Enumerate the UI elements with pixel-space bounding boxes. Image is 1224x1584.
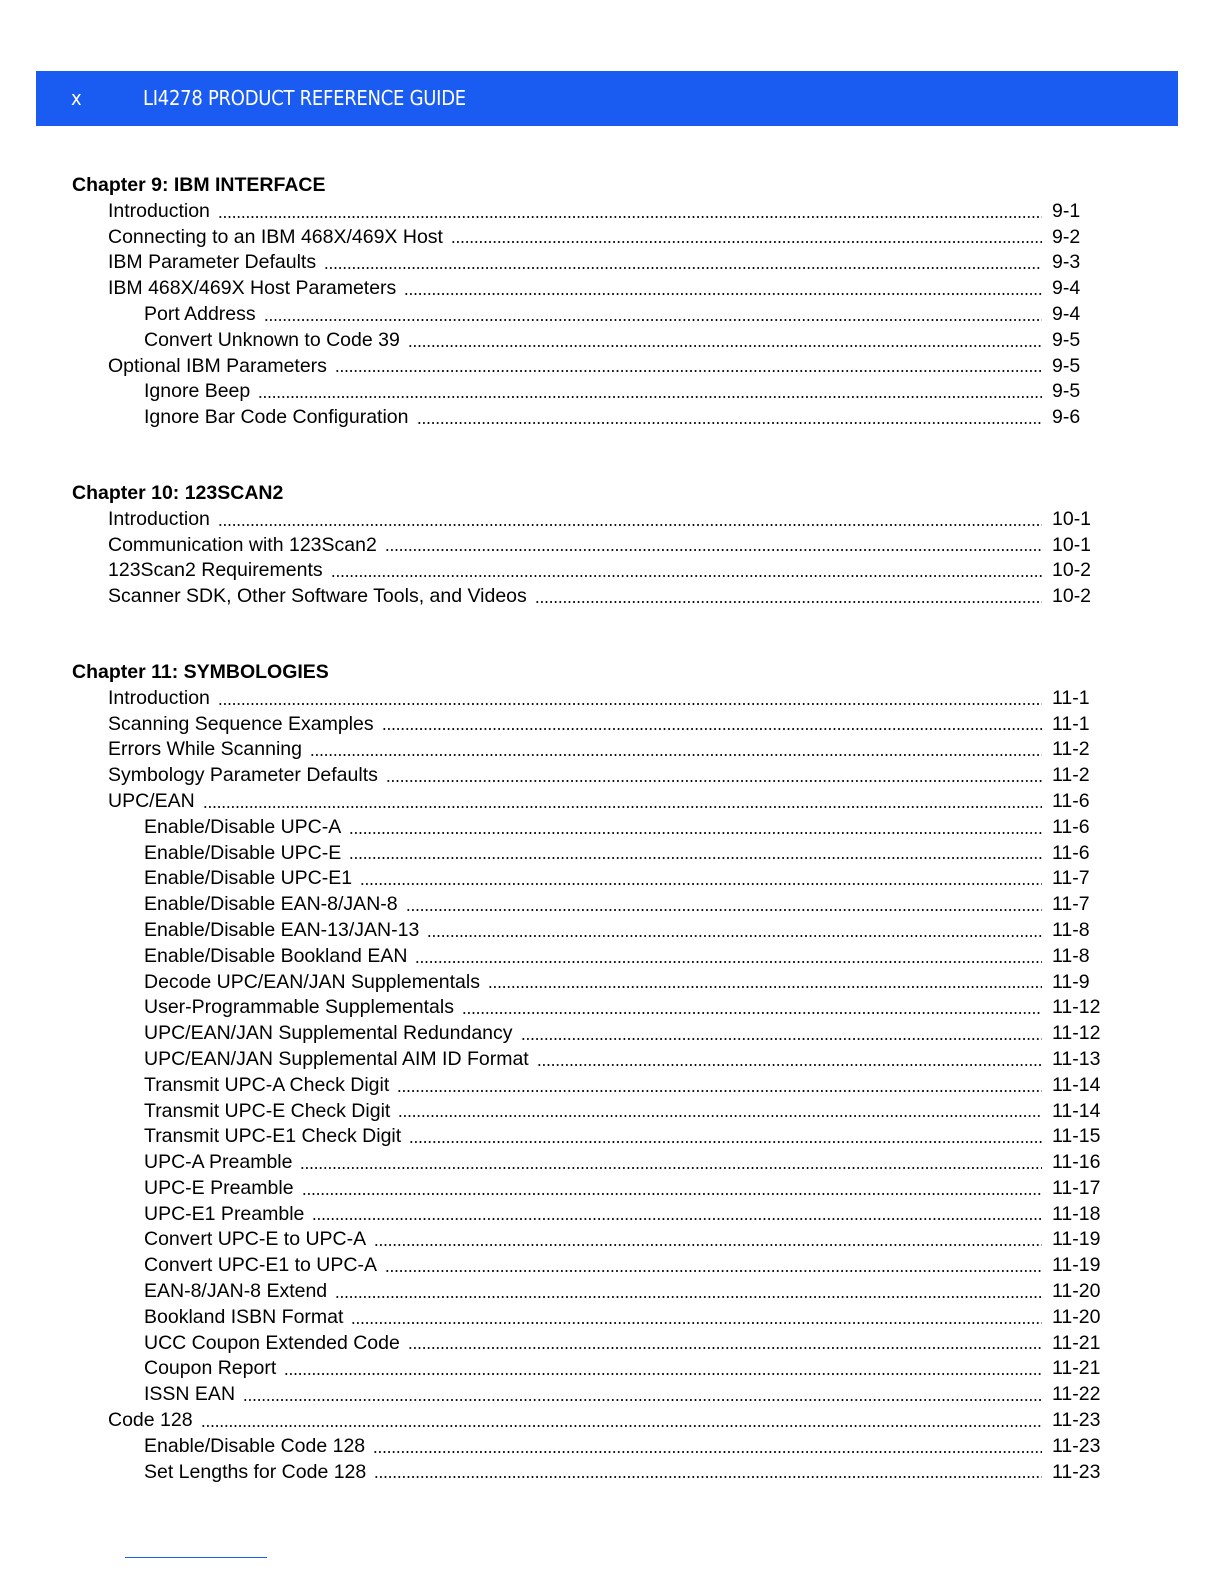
dot-leader [218,523,1042,527]
toc-entry-label: Introduction [108,199,210,222]
dot-leader [373,1450,1042,1454]
toc-entry-label: 123Scan2 Requirements [108,559,323,582]
toc-entry-label: EAN-8/JAN-8 Extend [144,1280,328,1303]
toc-entry[interactable] [72,507,1112,533]
toc-entry-label: Bookland ISBN Format [144,1305,344,1328]
dot-leader [310,753,1042,757]
toc-entry-label: Optional IBM Parameters [108,354,327,377]
dot-leader [258,395,1042,399]
toc-entry-label: UPC/EAN [108,789,195,812]
toc-entry-label: Convert UPC-E1 to UPC-A [144,1254,377,1277]
toc-entry[interactable] [72,1073,1112,1099]
header-title: LI4278 PRODUCT REFERENCE GUIDE [143,86,466,110]
toc-entry-page-number: 11-19 [1052,1254,1101,1277]
dot-leader [360,882,1042,886]
toc-entry[interactable] [72,1331,1112,1357]
toc-entry-page-number: 11-2 [1052,738,1090,761]
dot-leader [351,1321,1042,1325]
dot-leader [382,727,1042,731]
toc-entry[interactable] [72,918,1112,944]
toc-entry-page-number: 11-12 [1052,1022,1101,1045]
toc-entry-page-number: 11-13 [1052,1047,1101,1070]
toc-entry-label: Enable/Disable EAN-8/JAN-8 [144,893,398,916]
toc-entry[interactable] [72,892,1112,918]
toc-entry-page-number: 11-6 [1052,815,1090,838]
dot-leader [406,908,1042,912]
toc-entry[interactable] [72,970,1112,996]
toc-entry-label: Ignore Bar Code Configuration [144,406,409,429]
dot-leader [408,344,1042,348]
toc-entry[interactable] [72,405,1112,431]
chapter-title[interactable]: Chapter 9: IBM INTERFACE [72,174,326,196]
toc-entry-page-number: 11-1 [1052,686,1090,709]
toc-entry[interactable] [72,1460,1112,1486]
toc-entry-page-number: 11-2 [1052,764,1090,787]
toc-entry[interactable] [72,1099,1112,1125]
toc-entry[interactable] [72,789,1112,815]
toc-entry[interactable] [72,1124,1112,1150]
toc-entry-page-number: 9-1 [1052,199,1081,222]
toc-entry[interactable] [72,1279,1112,1305]
dot-leader [374,1243,1042,1247]
toc-entry-label: Communication with 123Scan2 [108,533,377,556]
toc-entry-label: UPC/EAN/JAN Supplemental AIM ID Format [144,1047,529,1070]
toc-entry-page-number: 11-15 [1052,1125,1101,1148]
toc-entry-page-number: 10-1 [1052,507,1092,530]
toc-entry[interactable] [72,379,1112,405]
toc-entry-page-number: 9-5 [1052,380,1081,403]
toc-entry-page-number: 11-8 [1052,944,1090,967]
toc-entry-label: User-Programmable Supplementals [144,996,454,1019]
toc-entry-label: Scanner SDK, Other Software Tools, and Videos [108,585,527,608]
dot-leader [427,934,1042,938]
chapter-section [72,481,1112,610]
toc-entry-page-number: 9-5 [1052,354,1081,377]
dot-leader [385,548,1042,552]
dot-leader [300,1166,1042,1170]
toc-entry-label: UPC-E Preamble [144,1176,294,1199]
toc-entry[interactable] [72,1202,1112,1228]
toc-entry-page-number: 11-9 [1052,970,1090,993]
toc-entry-label: ISSN EAN [144,1383,236,1406]
dot-leader [312,1217,1042,1221]
toc-entry-label: Connecting to an IBM 468X/469X Host [108,225,443,248]
toc-entry-label: Enable/Disable UPC-E1 [144,867,353,890]
header-bar [36,71,1178,126]
dot-leader [218,215,1042,219]
toc-entry[interactable] [72,737,1112,763]
dot-leader [537,1063,1042,1067]
toc-entry-label: Decode UPC/EAN/JAN Supplementals [144,970,480,993]
toc-entry-page-number: 10-2 [1052,559,1092,582]
toc-entry-label: Enable/Disable UPC-E [144,841,342,864]
toc-entry-label: Convert Unknown to Code 39 [144,328,400,351]
chapter-section [72,173,1112,431]
toc-entry[interactable] [72,763,1112,789]
toc-entry-page-number: 11-23 [1052,1434,1101,1457]
toc-entry[interactable] [72,712,1112,738]
toc-entry-page-number: 9-5 [1052,328,1081,351]
dot-leader [218,702,1042,706]
toc-entry-page-number: 11-6 [1052,841,1090,864]
toc-entry-page-number: 9-4 [1052,277,1081,300]
dot-leader [408,1346,1042,1350]
toc-entry-page-number: 11-23 [1052,1460,1101,1483]
toc-entry-label: Symbology Parameter Defaults [108,764,378,787]
toc-entry-page-number: 9-3 [1052,251,1081,274]
dot-leader [451,240,1042,244]
toc-entry[interactable] [72,1382,1112,1408]
toc-entry-label: Transmit UPC-A Check Digit [144,1073,390,1096]
toc-entry-page-number: 11-21 [1052,1331,1101,1354]
toc-entry-page-number: 11-18 [1052,1202,1101,1225]
toc-entry[interactable] [72,1305,1112,1331]
toc-entry-page-number: 11-22 [1052,1383,1101,1406]
toc-entry-page-number: 11-21 [1052,1357,1101,1380]
toc-entry-page-number: 11-7 [1052,867,1090,890]
toc-entry[interactable] [72,1356,1112,1382]
toc-entry-label: Transmit UPC-E1 Check Digit [144,1125,402,1148]
dot-leader [203,805,1042,809]
toc-entry-label: Convert UPC-E to UPC-A [144,1228,367,1251]
toc-entry-label: Enable/Disable UPC-A [144,815,342,838]
dot-leader [302,1192,1042,1196]
toc-entry-page-number: 11-14 [1052,1099,1101,1122]
dot-leader [386,779,1042,783]
toc-entry[interactable] [72,225,1112,251]
chapter-section [72,660,1112,1486]
dot-leader [349,831,1042,835]
toc-entry[interactable] [72,1047,1112,1073]
toc-entry-label: UPC-E1 Preamble [144,1202,305,1225]
toc-entry-page-number: 11-14 [1052,1073,1101,1096]
toc-entry[interactable] [72,199,1112,225]
toc-entry-page-number: 11-12 [1052,996,1101,1019]
dot-leader [535,600,1042,604]
dot-leader [398,1114,1042,1118]
toc-entry-label: IBM Parameter Defaults [108,251,317,274]
toc-entry-page-number: 9-2 [1052,225,1081,248]
toc-entry[interactable] [72,1021,1112,1047]
toc-entry-page-number: 11-23 [1052,1409,1101,1432]
toc-entry-page-number: 9-6 [1052,406,1081,429]
dot-leader [462,1011,1042,1015]
toc-entry[interactable] [72,1227,1112,1253]
toc-entry[interactable] [72,558,1112,584]
toc-entry-label: Coupon Report [144,1357,277,1380]
toc-entry[interactable] [72,944,1112,970]
toc-entry-label: Errors While Scanning [108,738,302,761]
toc-entry-label: Enable/Disable Bookland EAN [144,944,408,967]
toc-entry-label: UCC Coupon Extended Code [144,1331,400,1354]
dot-leader [397,1089,1042,1093]
dot-leader [409,1140,1042,1144]
footer-rule [125,1557,267,1558]
toc-entry-page-number: 11-20 [1052,1280,1101,1303]
dot-leader [349,856,1042,860]
toc-entry[interactable] [72,686,1112,712]
dot-leader [415,960,1042,964]
toc-entry-label: Enable/Disable EAN-13/JAN-13 [144,918,420,941]
dot-leader [335,369,1042,373]
dot-leader [488,985,1042,989]
toc-entry[interactable] [72,1434,1112,1460]
toc-entry-page-number: 11-8 [1052,918,1090,941]
toc-entry-page-number: 11-20 [1052,1305,1101,1328]
dot-leader [201,1424,1042,1428]
table-of-contents [72,173,1112,1485]
toc-entry[interactable] [72,533,1112,559]
toc-entry-label: UPC/EAN/JAN Supplemental Redundancy [144,1022,513,1045]
toc-entry-label: Code 128 [108,1409,193,1432]
chapter-title[interactable]: Chapter 10: 123SCAN2 [72,481,284,504]
toc-entry[interactable] [72,815,1112,841]
toc-entry-page-number: 11-17 [1052,1176,1101,1199]
dot-leader [284,1372,1042,1376]
toc-entry-page-number: 9-4 [1052,302,1081,325]
dot-leader [331,574,1042,578]
toc-entry[interactable] [72,995,1112,1021]
dot-leader [374,1475,1042,1479]
toc-entry-label: Set Lengths for Code 128 [144,1460,367,1483]
toc-entry[interactable] [72,1150,1112,1176]
dot-leader [264,318,1042,322]
dot-leader [335,1295,1042,1299]
toc-entry[interactable] [72,1253,1112,1279]
toc-entry[interactable] [72,1176,1112,1202]
toc-entry-label: Scanning Sequence Examples [108,712,374,735]
toc-entry[interactable] [72,1408,1112,1434]
toc-entry[interactable] [72,866,1112,892]
header-page-number: x [71,86,83,110]
toc-entry-label: Ignore Beep [144,380,251,403]
toc-entry[interactable] [72,276,1112,302]
toc-entry-label: Transmit UPC-E Check Digit [144,1099,391,1122]
toc-entry-page-number: 11-1 [1052,712,1090,735]
dot-leader [243,1398,1042,1402]
toc-entry-label: Introduction [108,686,210,709]
dot-leader [404,292,1042,296]
toc-entry-label: IBM 468X/469X Host Parameters [108,277,397,300]
dot-leader [521,1037,1042,1041]
toc-entry[interactable] [72,841,1112,867]
toc-entry[interactable] [72,328,1112,354]
chapter-title[interactable]: Chapter 11: SYMBOLOGIES [72,660,329,683]
toc-entry[interactable] [72,250,1112,276]
toc-entry[interactable] [72,302,1112,328]
toc-entry-page-number: 10-1 [1052,533,1092,556]
toc-entry-page-number: 11-7 [1052,893,1090,916]
toc-entry-label: Port Address [144,302,256,325]
dot-leader [385,1269,1042,1273]
toc-entry-label: Introduction [108,507,210,530]
toc-entry[interactable] [72,584,1112,610]
toc-entry-page-number: 11-19 [1052,1228,1101,1251]
toc-entry-page-number: 11-6 [1052,789,1090,812]
toc-entry[interactable] [72,354,1112,380]
dot-leader [324,266,1042,270]
dot-leader [417,421,1043,425]
toc-entry-page-number: 11-16 [1052,1151,1101,1174]
toc-entry-page-number: 10-2 [1052,585,1092,608]
toc-entry-label: UPC-A Preamble [144,1151,293,1174]
toc-entry-label: Enable/Disable Code 128 [144,1434,366,1457]
